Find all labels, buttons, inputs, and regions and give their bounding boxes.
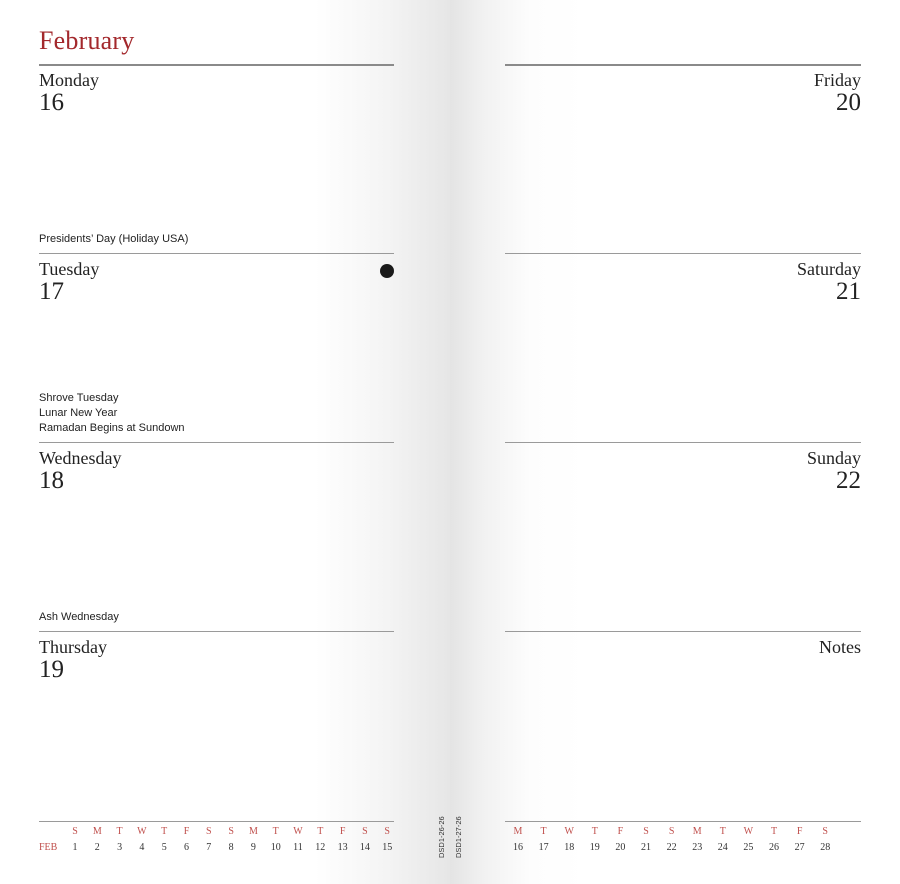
day-name-friday: Friday bbox=[814, 70, 861, 90]
mini-calendar-weekday: F bbox=[796, 826, 803, 837]
mini-calendar-date: 16 bbox=[513, 842, 523, 853]
holiday-note: Presidents’ Day (Holiday USA) bbox=[39, 233, 189, 245]
mini-calendar-weekday: W bbox=[564, 826, 574, 837]
mini-calendar-date: 22 bbox=[666, 842, 677, 853]
day-divider bbox=[39, 631, 394, 632]
mini-calendar-date: 26 bbox=[769, 842, 779, 853]
mini-calendar-weekday: T bbox=[272, 826, 279, 837]
day-name-wednesday: Wednesday bbox=[39, 448, 122, 468]
mini-calendar-date: 2 bbox=[94, 842, 100, 853]
mini-calendar-weekday: S bbox=[384, 826, 390, 837]
mini-calendar-date: 18 bbox=[564, 842, 575, 853]
day-divider bbox=[39, 253, 394, 254]
mini-calendar-date: 9 bbox=[250, 842, 256, 853]
day-number-21: 21 bbox=[836, 278, 861, 305]
mini-calendar-date: 5 bbox=[161, 842, 167, 853]
mini-calendar-date: 8 bbox=[228, 842, 234, 853]
mini-calendar-date: 11 bbox=[293, 842, 303, 853]
mini-calendar-weekday: T bbox=[770, 826, 778, 837]
mini-calendar-weekday: S bbox=[822, 826, 828, 837]
mini-calendar-weekday: T bbox=[116, 826, 123, 837]
mini-calendar-date: 27 bbox=[794, 842, 805, 853]
mini-calendar-weekday: T bbox=[591, 826, 598, 837]
day-name-monday: Monday bbox=[39, 70, 99, 90]
binder-hole-icon bbox=[380, 264, 394, 278]
day-divider bbox=[39, 64, 394, 66]
mini-calendar-weekday: F bbox=[617, 826, 624, 837]
mini-calendar-weekday: F bbox=[183, 826, 190, 837]
day-name-tuesday: Tuesday bbox=[39, 259, 100, 279]
mini-calendar-date: 13 bbox=[337, 842, 348, 853]
day-divider bbox=[505, 64, 861, 66]
mini-calendar-weekday: F bbox=[339, 826, 346, 837]
mini-calendar-date: 17 bbox=[538, 842, 549, 853]
mini-calendar-date: 24 bbox=[717, 842, 728, 853]
holiday-note: Ash Wednesday bbox=[39, 611, 119, 623]
day-name-thursday: Thursday bbox=[39, 637, 107, 657]
mini-calendar-date: 10 bbox=[270, 842, 281, 853]
mini-calendar-date: 6 bbox=[184, 842, 189, 853]
page-code: DSD1-27-26 bbox=[454, 816, 463, 858]
holiday-note: Shrove Tuesday bbox=[39, 392, 119, 404]
day-number-17: 17 bbox=[39, 278, 64, 305]
mini-calendar-date: 21 bbox=[641, 842, 651, 853]
mini-calendar-month-label: FEB bbox=[39, 842, 58, 853]
notes-heading: Notes bbox=[819, 637, 861, 657]
mini-calendar-date: 15 bbox=[382, 842, 393, 853]
holiday-note: Lunar New Year bbox=[39, 407, 118, 419]
day-divider bbox=[39, 442, 394, 443]
mini-calendar-date: 4 bbox=[139, 842, 145, 853]
mini-calendar-date: 3 bbox=[117, 842, 123, 853]
mini-calendar-date: 23 bbox=[692, 842, 703, 853]
day-number-22: 22 bbox=[836, 467, 861, 494]
mini-calendar-rule bbox=[39, 821, 394, 822]
mini-calendar-weekday: W bbox=[137, 826, 147, 837]
mini-calendar-date: 1 bbox=[72, 842, 78, 853]
mini-calendar-weekday: T bbox=[719, 826, 726, 837]
mini-calendar-weekday: S bbox=[72, 826, 78, 837]
mini-calendar-weekday: M bbox=[248, 826, 258, 837]
page-code: DSD1-26-26 bbox=[437, 816, 446, 858]
mini-calendar-weekday: S bbox=[643, 826, 649, 837]
mini-calendar-weekday: T bbox=[161, 826, 168, 837]
mini-calendar-rule bbox=[505, 821, 861, 822]
holiday-note: Ramadan Begins at Sundown bbox=[39, 422, 185, 434]
day-divider bbox=[505, 442, 861, 443]
mini-calendar-weekday: M bbox=[92, 826, 102, 837]
mini-calendar-date: 20 bbox=[615, 842, 626, 853]
mini-calendar-weekday: S bbox=[362, 826, 368, 837]
mini-calendar-weekday: T bbox=[540, 826, 547, 837]
mini-calendar-weekday: W bbox=[743, 826, 754, 837]
mini-calendar-date: 7 bbox=[206, 842, 212, 853]
day-number-20: 20 bbox=[836, 89, 861, 116]
day-name-saturday: Saturday bbox=[797, 259, 861, 279]
mini-calendar-weekday: S bbox=[228, 826, 234, 837]
day-number-16: 16 bbox=[39, 89, 64, 116]
mini-calendar-weekday: S bbox=[206, 826, 212, 837]
month-title: February bbox=[39, 26, 135, 55]
mini-calendar-weekday: M bbox=[513, 826, 523, 837]
day-divider bbox=[505, 631, 861, 632]
mini-calendar-weekday: W bbox=[293, 826, 303, 837]
day-divider bbox=[505, 253, 861, 254]
day-number-19: 19 bbox=[39, 656, 64, 683]
day-name-sunday: Sunday bbox=[807, 448, 861, 468]
mini-calendar-date: 19 bbox=[589, 842, 600, 853]
mini-calendar-weekday: S bbox=[668, 826, 675, 837]
mini-calendar-date: 28 bbox=[820, 842, 831, 853]
mini-calendar-date: 12 bbox=[315, 842, 326, 853]
mini-calendar-date: 25 bbox=[743, 842, 754, 853]
day-number-18: 18 bbox=[39, 467, 64, 494]
mini-calendar-weekday: M bbox=[692, 826, 702, 837]
mini-calendar-weekday: T bbox=[317, 826, 324, 837]
mini-calendar-date: 14 bbox=[359, 842, 370, 853]
